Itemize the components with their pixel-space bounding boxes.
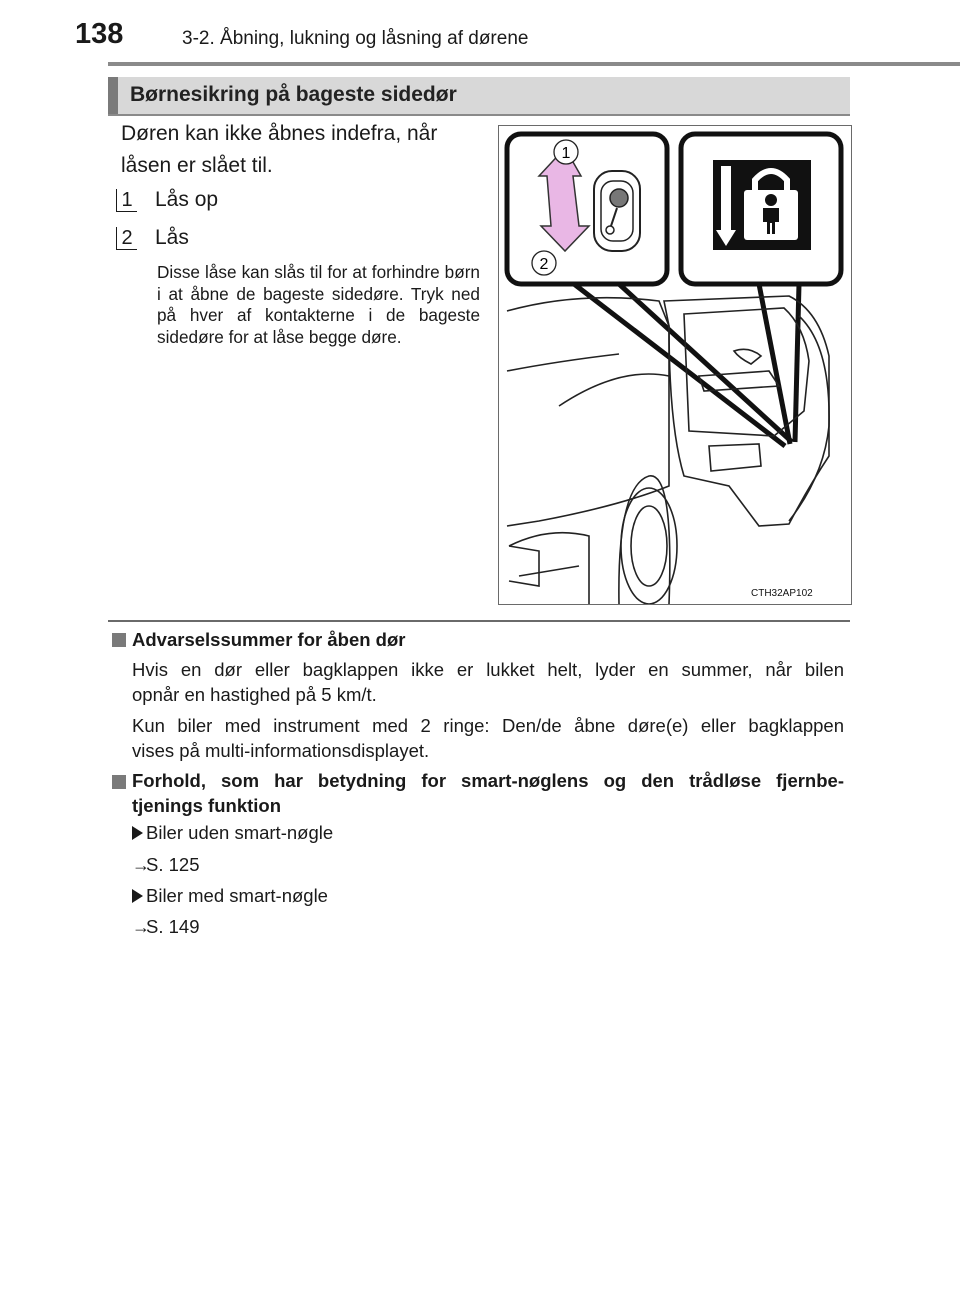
warning-heading: Advarselssummer for åben dør bbox=[132, 629, 406, 650]
section-divider bbox=[108, 620, 850, 622]
bullet-no-smartkey: Biler uden smart-nøgle bbox=[146, 822, 334, 843]
rear-door-illustration bbox=[499, 126, 851, 604]
callout-1-label: 1 bbox=[561, 145, 571, 162]
child-lock-figure bbox=[498, 125, 852, 605]
lock-switch-icon bbox=[594, 171, 640, 251]
triangle-bullet-icon bbox=[132, 826, 143, 840]
page-header bbox=[0, 0, 960, 70]
square-bullet-icon-2 bbox=[112, 775, 126, 789]
lock-switch-inset bbox=[507, 134, 667, 284]
page-number: 138 bbox=[75, 18, 124, 50]
child-lock-icon bbox=[713, 160, 811, 250]
intro-line-2: låsen er slået til. bbox=[121, 154, 273, 177]
section-underline bbox=[108, 114, 850, 116]
page-ref-125[interactable]: S. 125 bbox=[146, 854, 200, 875]
warning-paragraph-2-line-1: Kun biler med instrument med 2 ringe: Den/de åbne døre(e) eller bagklappen bbox=[132, 715, 844, 736]
arrow-icon: → bbox=[132, 855, 150, 875]
page-ref-149[interactable]: S. 149 bbox=[146, 916, 200, 937]
intro-line-1: Døren kan ikke åbnes indefra, når bbox=[121, 122, 438, 145]
callout-1 bbox=[554, 140, 578, 164]
bullet-with-smartkey: Biler med smart-nøgle bbox=[146, 885, 328, 906]
smartkey-heading-line-1: Forhold, som har betydning for smart-nøglens og den trådløse fjernbe- bbox=[132, 770, 844, 791]
item-number-1: 1 bbox=[116, 189, 137, 212]
section-title: Børnesikring på bageste sidedør bbox=[130, 83, 457, 106]
car-body-drawing bbox=[507, 296, 829, 604]
triangle-bullet-icon-2 bbox=[132, 889, 143, 903]
item-label-unlock: Lås op bbox=[155, 188, 219, 211]
child-lock-note: Disse låse kan slås til for at forhindre børn i at åbne de bageste sidedøre. Tryk ned på hver af kontakterne i de bageste sidedøre for at låse begge døre. bbox=[157, 262, 480, 347]
square-bullet-icon bbox=[112, 633, 126, 647]
arrow-icon-2: → bbox=[132, 917, 150, 937]
callout-2 bbox=[532, 251, 556, 275]
warning-paragraph-2-line-2: vises på multi-informationsdisplayet. bbox=[132, 740, 430, 761]
child-lock-symbol-inset bbox=[681, 134, 841, 284]
header-rule bbox=[108, 62, 960, 66]
item-number-2: 2 bbox=[116, 227, 137, 250]
section-heading-bar bbox=[108, 77, 850, 114]
item-label-lock: Lås bbox=[155, 226, 189, 249]
intro-text bbox=[121, 118, 491, 182]
warning-paragraph-1-line-1: Hvis en dør eller bagklappen ikke er lukket helt, lyder en summer, når bilen bbox=[132, 659, 844, 680]
callout-2-label: 2 bbox=[539, 256, 549, 273]
section-heading-accent bbox=[108, 77, 118, 114]
figure-code: CTH32AP102 bbox=[751, 588, 813, 599]
warning-paragraph-1-line-2: opnår en hastighed på 5 km/t. bbox=[132, 684, 377, 705]
chapter-title: 3-2. Åbning, lukning og låsning af dørene bbox=[182, 28, 529, 49]
smartkey-heading-line-2: tjenings funktion bbox=[132, 795, 282, 816]
